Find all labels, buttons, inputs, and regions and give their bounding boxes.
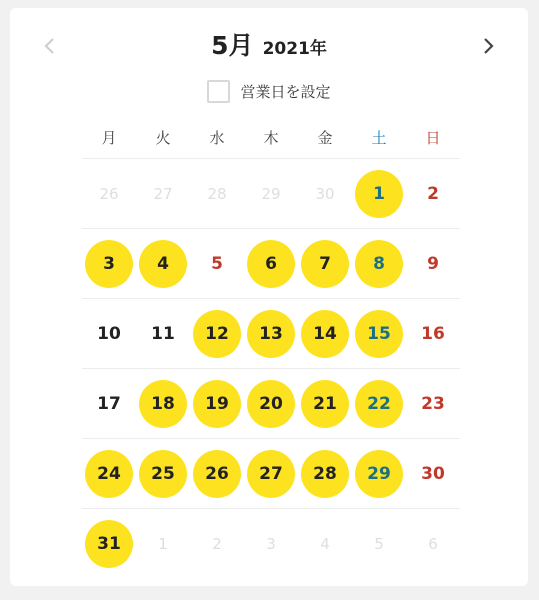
calendar-day[interactable] — [244, 439, 298, 508]
calendar-day-number: 1 — [355, 170, 403, 218]
calendar-day[interactable] — [136, 229, 190, 298]
calendar-day[interactable] — [82, 229, 136, 298]
calendar-week-row — [82, 508, 460, 578]
calendar-day-number: 16 — [421, 323, 445, 344]
calendar-day-outside-month — [298, 509, 352, 578]
calendar-day-number: 18 — [139, 380, 187, 428]
calendar-day-outside-month — [190, 159, 244, 228]
calendar-day-number: 6 — [428, 534, 438, 553]
calendar-day-outside-month — [406, 509, 460, 578]
calendar-day-number: 19 — [193, 380, 241, 428]
calendar-day-number: 27 — [247, 450, 295, 498]
calendar-day[interactable] — [190, 439, 244, 508]
calendar-day[interactable] — [190, 229, 244, 298]
calendar-day[interactable] — [298, 229, 352, 298]
calendar-day[interactable] — [190, 369, 244, 438]
weekday-fri: 金 — [317, 129, 333, 147]
calendar-day-number: 4 — [320, 534, 330, 553]
calendar-day-number: 15 — [355, 310, 403, 358]
calendar-day-number: 17 — [97, 393, 121, 414]
calendar-day[interactable] — [244, 369, 298, 438]
calendar-day-outside-month — [352, 509, 406, 578]
calendar-day[interactable] — [82, 439, 136, 508]
weekday-sun: 日 — [425, 129, 441, 147]
calendar-day[interactable] — [352, 299, 406, 368]
weekday-mon: 月 — [101, 129, 117, 147]
calendar-day-number: 5 — [211, 253, 223, 274]
next-month-button[interactable] — [468, 26, 508, 66]
calendar-day-number: 2 — [212, 534, 222, 553]
calendar-day-number: 26 — [193, 450, 241, 498]
calendar-day-number: 11 — [151, 323, 175, 344]
calendar-day[interactable] — [352, 369, 406, 438]
calendar-day[interactable] — [406, 369, 460, 438]
calendar-day-number: 7 — [301, 240, 349, 288]
calendar-day-number: 13 — [247, 310, 295, 358]
calendar-week-row — [82, 228, 460, 298]
calendar-day[interactable] — [244, 229, 298, 298]
calendar-day[interactable] — [190, 299, 244, 368]
calendar-day-number: 24 — [85, 450, 133, 498]
calendar-day-number: 4 — [139, 240, 187, 288]
calendar-day-number: 29 — [355, 450, 403, 498]
calendar-day-number: 14 — [301, 310, 349, 358]
calendar-day-number: 22 — [355, 380, 403, 428]
calendar-day[interactable] — [136, 439, 190, 508]
calendar-header — [10, 26, 528, 69]
calendar-day-outside-month — [136, 159, 190, 228]
calendar-day-number: 28 — [207, 184, 227, 203]
calendar-day[interactable] — [352, 229, 406, 298]
weekday-sat: 土 — [371, 129, 387, 147]
calendar-day[interactable] — [406, 299, 460, 368]
calendar-day[interactable] — [352, 159, 406, 228]
calendar-day-number: 26 — [99, 184, 119, 203]
weekday-thu: 木 — [263, 129, 279, 147]
calendar-day-number: 20 — [247, 380, 295, 428]
calendar-day-number: 9 — [427, 253, 439, 274]
calendar-day[interactable] — [298, 439, 352, 508]
calendar-day-number: 3 — [266, 534, 276, 553]
calendar-day-outside-month — [82, 159, 136, 228]
calendar-day[interactable] — [136, 369, 190, 438]
calendar-day-number: 31 — [85, 520, 133, 568]
weekday-wed: 水 — [209, 129, 225, 147]
month-label: 5月 — [211, 31, 254, 60]
year-label: 2021年 — [262, 39, 327, 59]
calendar-day-number: 12 — [193, 310, 241, 358]
weekday-tue: 火 — [155, 129, 171, 147]
calendar-day-number: 10 — [97, 323, 121, 344]
calendar-week-row — [82, 368, 460, 438]
calendar-day-number: 2 — [427, 183, 439, 204]
calendar-day[interactable] — [298, 369, 352, 438]
calendar-day-number: 1 — [158, 534, 168, 553]
calendar-day-number: 8 — [355, 240, 403, 288]
calendar-day-outside-month — [244, 159, 298, 228]
calendar-day-number: 5 — [374, 534, 384, 553]
calendar-day-outside-month — [244, 509, 298, 578]
calendar-day-number: 30 — [421, 463, 445, 484]
calendar-day[interactable] — [406, 159, 460, 228]
calendar-day[interactable] — [136, 299, 190, 368]
calendar-week-row — [82, 438, 460, 508]
calendar-day-number: 3 — [85, 240, 133, 288]
calendar-day-number: 21 — [301, 380, 349, 428]
calendar-day[interactable] — [82, 299, 136, 368]
calendar-week-row — [82, 298, 460, 368]
calendar-day-number: 23 — [421, 393, 445, 414]
calendar-day-number: 29 — [261, 184, 281, 203]
calendar-day[interactable] — [244, 299, 298, 368]
business-day-setting — [10, 80, 528, 103]
calendar-day[interactable] — [298, 299, 352, 368]
calendar-grid — [82, 158, 460, 578]
calendar-day-outside-month — [298, 159, 352, 228]
calendar-day-number: 30 — [315, 184, 335, 203]
calendar-day-outside-month — [136, 509, 190, 578]
calendar-day-number: 25 — [139, 450, 187, 498]
calendar-card — [10, 8, 528, 586]
business-day-setting-label: 営業日を設定 — [240, 83, 331, 101]
business-day-checkbox[interactable] — [207, 80, 230, 103]
calendar-day[interactable] — [406, 439, 460, 508]
calendar-week-row — [82, 158, 460, 228]
calendar-day[interactable] — [82, 369, 136, 438]
calendar-day[interactable] — [82, 509, 136, 578]
chevron-right-icon — [481, 36, 495, 56]
calendar-day[interactable] — [352, 439, 406, 508]
calendar-day-number: 6 — [247, 240, 295, 288]
calendar-day-number: 27 — [153, 184, 173, 203]
calendar-day-outside-month — [190, 509, 244, 578]
calendar-day-number: 28 — [301, 450, 349, 498]
calendar-day[interactable] — [406, 229, 460, 298]
weekday-header — [82, 120, 460, 156]
